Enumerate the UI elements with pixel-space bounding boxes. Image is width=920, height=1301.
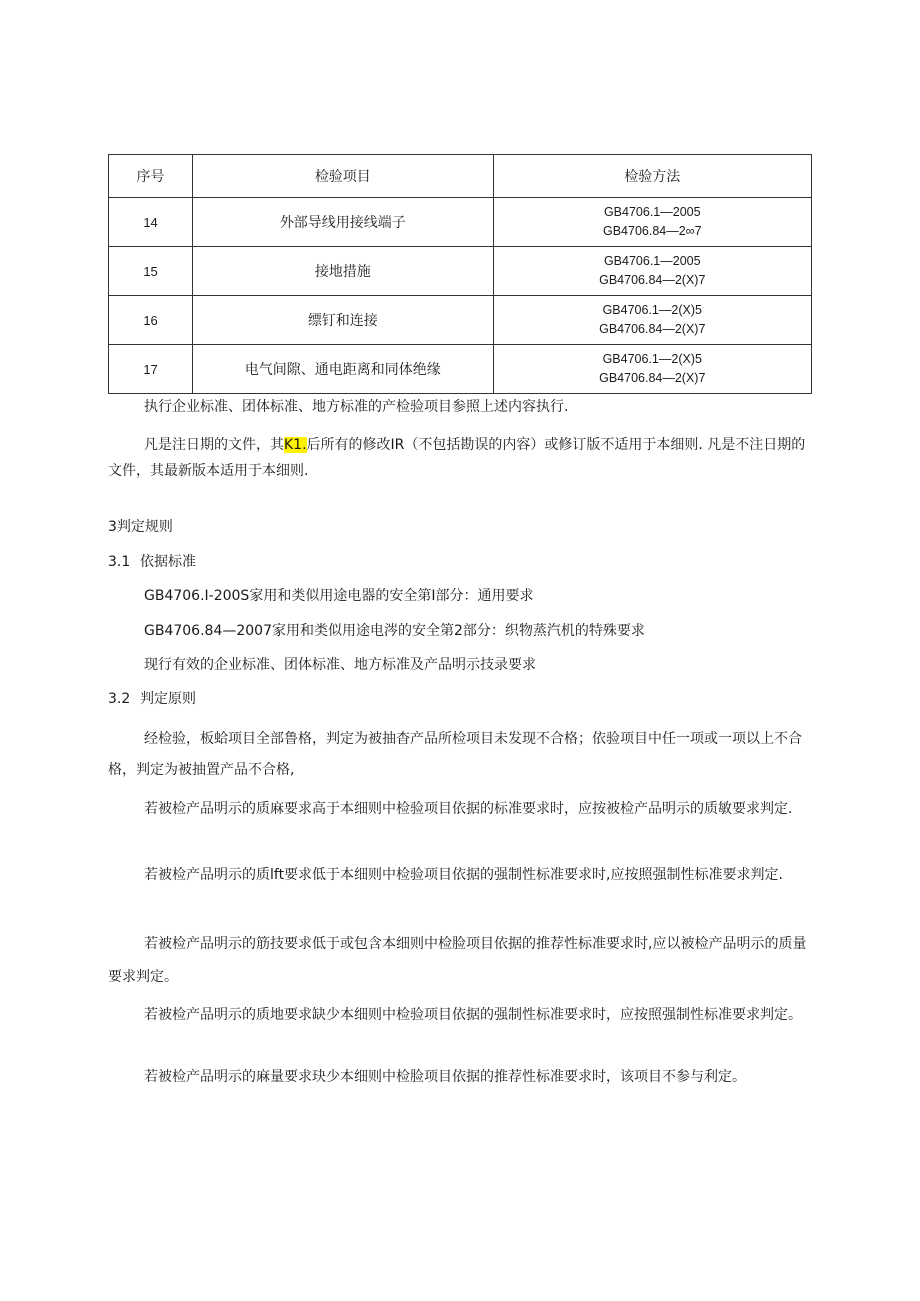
- header-inspection-method: 检验方法: [493, 155, 811, 198]
- cell-serial-no: 16: [109, 296, 193, 345]
- cell-serial-no: 15: [109, 247, 193, 296]
- cell-inspection-item: 电气间隙、通电距离和同体绝缘: [193, 345, 493, 394]
- cell-inspection-method: [493, 247, 811, 296]
- principle-paragraph: 若被检产品明示的质地要求缺少本细则中检验项目依据的强制性标准要求时，应按照强制性标准要求判定。: [144, 1007, 802, 1023]
- note-text-pre: 凡是注日期的文件，其: [144, 437, 284, 453]
- section-number: 3.2: [108, 691, 131, 707]
- method-standard: GB4706.84—2(X)7: [599, 273, 706, 287]
- note-paragraph-standards: 执行企业标准、团体标准、地方标准的产检验项目参照上述内容执行.: [144, 399, 569, 415]
- method-standard: GB4706.1—2(X)5: [602, 352, 702, 366]
- principle-paragraph: 若被检产品明示的麻量要求玦少本细则中检脸项目依据的推荐性标准要求时，该项目不参与利定。: [144, 1069, 746, 1085]
- table-row: [109, 345, 812, 394]
- table-row: [109, 247, 812, 296]
- cell-inspection-method: [493, 345, 811, 394]
- cell-inspection-item: 缥钉和连接: [193, 296, 493, 345]
- table-row: [109, 296, 812, 345]
- principle-paragraph: 经检验，板蛤项目全部鲁格，判定为被抽杳产品所检项目未发现不合格；依验项目中任一项或一项以上不合格，判定为被抽置产品不合格,: [108, 731, 802, 778]
- header-inspection-item: 检验项目: [193, 155, 493, 198]
- section-3-title: 3判定规则: [108, 519, 173, 535]
- method-standard: GB4706.1—2005: [603, 254, 701, 268]
- inspection-items-table: [108, 154, 812, 394]
- principle-paragraph: 若被检产品明示的质lft要求低于本细则中检验项目依据的强制性标准要求时,应按照强制性标准要求判定.: [144, 867, 783, 883]
- note-text-post: 后所有的修改IR（不包括勘误的内容）或修订版不适用于本细则. 凡是不注日期的文件，其最新版本适用于本细则.: [108, 437, 806, 479]
- standard-item: GB4706.I-200S家用和类似用途电器的安全第I部分：通用要求: [144, 588, 534, 604]
- cell-inspection-method: [493, 296, 811, 345]
- method-standard: GB4706.84—2(X)7: [599, 371, 706, 385]
- cell-serial-no: 17: [109, 345, 193, 394]
- cell-inspection-item: 接地措施: [193, 247, 493, 296]
- note-paragraph-dated-documents: [108, 432, 814, 484]
- section-title: 依据标准: [140, 554, 196, 570]
- principle-paragraph: 若被检产品明示的质麻要求高于本细则中检验项目依据的标准要求时，应按被检产品明示的质敏要求判定.: [144, 801, 793, 817]
- standard-item: GB4706.84—2007家用和类似用途电涔的安全第2部分：织物蒸汽机的特殊要求: [144, 623, 645, 639]
- principle-paragraph: 若被检产品明示的筋技要求低于或包含本细则中检脸项目依据的推荐性标准要求时,应以被检产品明示的质量要求判定。: [108, 936, 807, 985]
- method-standard: GB4706.1—2005: [603, 205, 701, 219]
- table-row: [109, 198, 812, 247]
- header-serial-no: 序号: [109, 155, 193, 198]
- standard-item: 现行有效的企业标准、团体标准、地方标准及产品明示技录要求: [144, 657, 536, 673]
- method-standard: GB4706.84—2(X)7: [599, 322, 706, 336]
- method-standard: GB4706.1—2(X)5: [602, 303, 702, 317]
- method-standard: GB4706.84—2∞7: [602, 224, 702, 238]
- section-3-1-heading: [108, 553, 196, 571]
- section-title: 判定原则: [140, 691, 196, 707]
- cell-inspection-method: [493, 198, 811, 247]
- section-number: 3.1: [108, 554, 131, 570]
- section-3-2-heading: [108, 690, 196, 708]
- cell-inspection-item: 外部导线用接线端子: [193, 198, 493, 247]
- table-header-row: [109, 155, 812, 198]
- highlighted-text: K1.: [284, 437, 307, 453]
- cell-serial-no: 14: [109, 198, 193, 247]
